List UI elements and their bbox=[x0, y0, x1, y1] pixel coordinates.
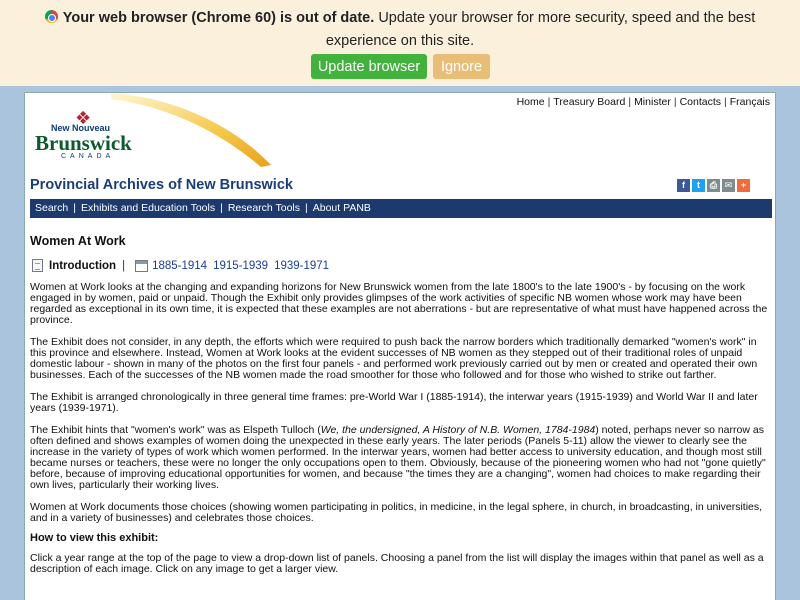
logo-sub-text: CANADA bbox=[61, 153, 115, 160]
site-title[interactable]: Provincial Archives of New Brunswick bbox=[30, 177, 293, 193]
ignore-button[interactable]: Ignore bbox=[433, 54, 490, 79]
twitter-icon[interactable]: t bbox=[692, 179, 705, 192]
document-icon bbox=[32, 259, 43, 272]
link-home[interactable]: Home bbox=[516, 96, 545, 108]
howto-text: Click a year range at the top of the page to view a drop-down list of panels. Choosing a panel from the list will display the images within that panel as well as a description of each image. Click on any image to get a larger view. bbox=[30, 552, 764, 575]
paragraph-hints: The Exhibit hints that "women's work" was as Elspeth Tulloch (We, the undersigned, A History of N.B. Women, 1784-1984) noted, perhaps never so narrow as often defined and shows examples of women doing the unexpected in these early years. The later periods (Panels 5-11) allow the viewer to clearly see the increase in the variety of types of work which women performed. In the interwar years, women had better access to university education, and though most still became nurses or teachers, these were no longer the only occupations open to them. Obviously, because of the pioneering women who had not "gone quietly" before, because of improving educational opportunities for women, and because "the times they are a changing", women had choices to make regarding their own lives, particularly their working lives. bbox=[30, 424, 766, 491]
plus-icon[interactable]: + bbox=[737, 179, 750, 192]
facebook-icon[interactable]: f bbox=[677, 179, 690, 192]
period-1939-1971[interactable]: 1939-1971 bbox=[274, 259, 330, 272]
outdated-browser-banner bbox=[0, 0, 800, 86]
link-francais[interactable]: Français bbox=[729, 96, 770, 108]
nav-exhibits[interactable]: Exhibits and Education Tools bbox=[81, 202, 216, 214]
email-icon[interactable]: ✉ bbox=[722, 179, 735, 192]
page-title: Women At Work bbox=[30, 234, 126, 248]
nav-about[interactable]: About PANB bbox=[312, 202, 371, 214]
exhibit-content bbox=[30, 282, 774, 586]
period-1885-1914[interactable]: 1885-1914 bbox=[152, 259, 208, 272]
link-treasury-board[interactable]: Treasury Board bbox=[553, 96, 626, 108]
subnav-current[interactable]: Introduction bbox=[49, 259, 117, 272]
calendar-icon bbox=[135, 260, 148, 272]
logo-main-text: Brunswick bbox=[35, 131, 132, 155]
nav-search[interactable]: Search bbox=[35, 202, 69, 214]
banner-bold-text: Your web browser (Chrome 60) is out of date. bbox=[62, 10, 375, 26]
link-minister[interactable]: Minister bbox=[634, 96, 671, 108]
banner-message bbox=[0, 7, 800, 53]
paragraph-chronology: The Exhibit is arranged chronologically in three general time frames: pre-World War I (1885-1914), the interwar years (1915-1939) and World War II and later years (1939-1971). bbox=[30, 391, 758, 414]
banner-text: Update your browser for more security, speed and the best experience on this site. bbox=[325, 10, 756, 49]
nav-research-tools[interactable]: Research Tools bbox=[227, 202, 300, 214]
paragraph-choices: Women at Work documents those choices (showing women participating in politics, in medicine, in the legal sphere, in church, in broadcasting, in universities, and in a variety of businesses) and celebrates those choices. bbox=[30, 501, 763, 524]
exhibit-subnav: Introduction | 1885-1914 1915-1939 1939-1971 bbox=[32, 259, 335, 272]
top-links: Home | Treasury Board | Minister | Contacts | Français bbox=[516, 96, 770, 108]
print-icon[interactable]: ⎙ bbox=[707, 179, 720, 192]
nb-logo[interactable] bbox=[35, 109, 155, 159]
howto-heading: How to view this exhibit: bbox=[30, 532, 159, 544]
page-frame bbox=[24, 92, 776, 600]
paragraph-borders: The Exhibit does not consider, in any depth, the efforts which were required to push back the narrow borders which traditionally demarked "women's work" in this province and elsewhere. Instead, Women at Work looks at the evident successes of NB women as they stepped out of their traditional roles of unpaid domestic labour - shown in many of the photos on the first four panels - and performed work previously carried out by men or created and operated their own businesses. Each of the successes of the NB women made the road smoother for those who followed and for those who wished to strike out farther. bbox=[30, 336, 758, 381]
period-1915-1939[interactable]: 1915-1939 bbox=[213, 259, 269, 272]
logo-top-text: New Nouveau bbox=[51, 123, 111, 133]
paragraph-intro: Women at Work looks at the changing and expanding horizons for New Brunswick women from the late 1800's to the late 1900's - by focusing on the work engaged in by women, paid or unpaid. Though the Exhibit only provides glimpses of the work activities of specific NB women whose work may have been regarded as exceptional in its own time, it is expected that these examples are not aberrations - but are representative of what must have happened across the province. bbox=[30, 281, 768, 326]
link-contacts[interactable]: Contacts bbox=[679, 96, 721, 108]
book-title: We, the undersigned, A History of N.B. Women, 1784-1984 bbox=[320, 424, 596, 436]
main-nav: Search | Exhibits and Education Tools | Research Tools | About PANB bbox=[30, 199, 772, 218]
chrome-icon bbox=[45, 10, 58, 23]
cardinal-icon: ❖ bbox=[75, 108, 92, 128]
share-icons bbox=[677, 179, 750, 192]
update-browser-button[interactable]: Update browser bbox=[311, 54, 427, 79]
